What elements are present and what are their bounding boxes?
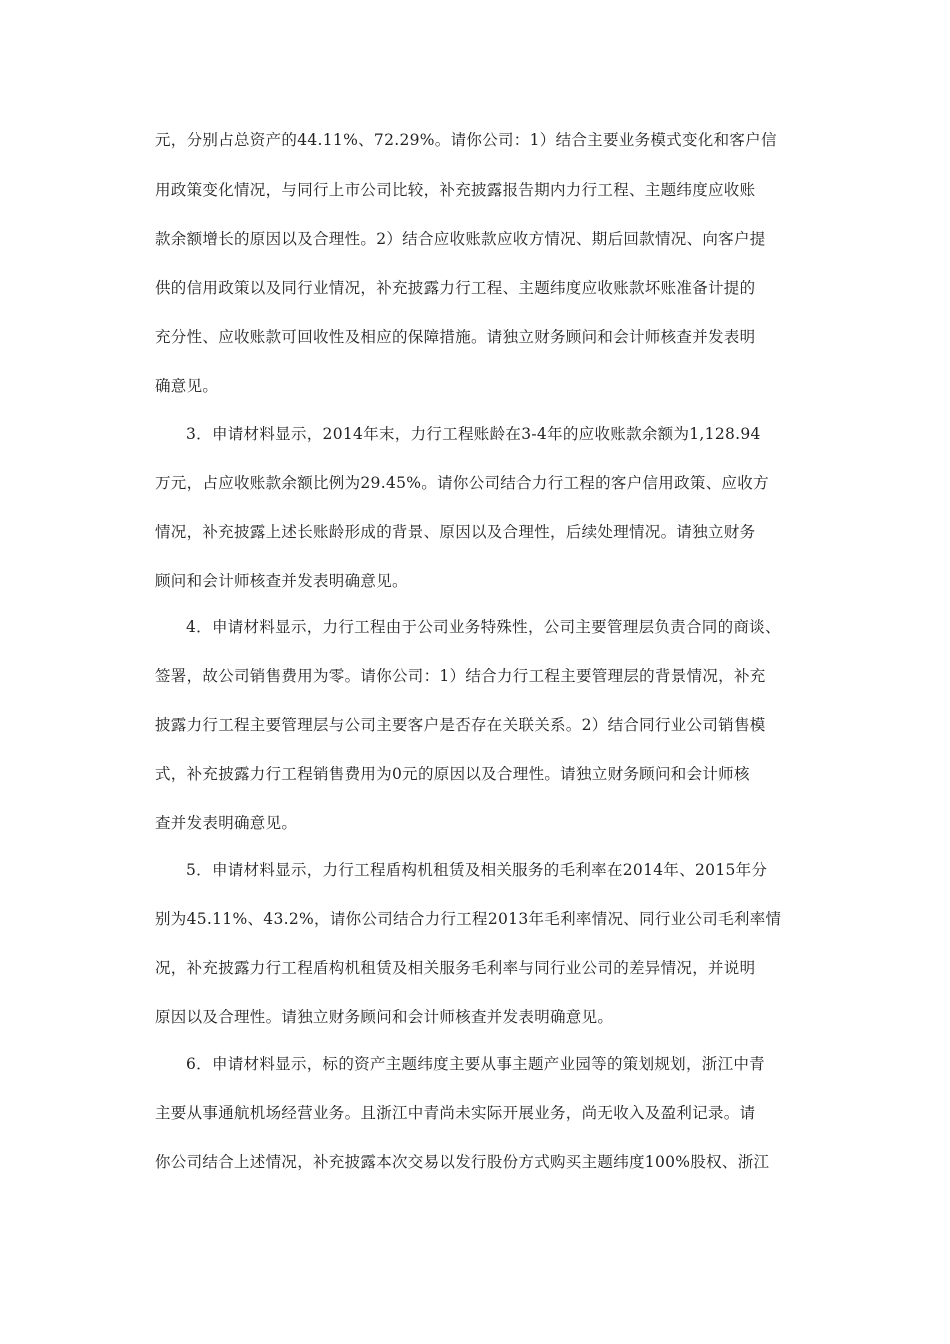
paragraph-4-line-4: 式，补充披露力行工程销售费用为0元的原因以及合理性。请独立财务顾问和会计师核 — [155, 765, 750, 783]
paragraph-3-line-3: 情况，补充披露上述长账龄形成的背景、原因以及合理性，后续处理情况。请独立财务 — [155, 523, 756, 541]
paragraph-5-line-1: 5．申请材料显示，力行工程盾构机租赁及相关服务的毛利率在2014年、2015年分 — [186, 861, 768, 879]
paragraph-1-line-5: 充分性、应收账款可回收性及相应的保障措施。请独立财务顾问和会计师核查并发表明 — [155, 328, 756, 346]
paragraph-1-line-4: 供的信用政策以及同行业情况，补充披露力行工程、主题纬度应收账款坏账准备计提的 — [155, 279, 756, 297]
paragraph-4-line-1: 4．申请材料显示，力行工程由于公司业务特殊性，公司主要管理层负责合同的商谈、 — [186, 618, 781, 636]
paragraph-1-line-1: 元，分别占总资产的44.11%、72.29%。请你公司：1）结合主要业务模式变化和客户信 — [155, 131, 777, 149]
paragraph-3-line-2: 万元，占应收账款余额比例为29.45%。请你公司结合力行工程的客户信用政策、应收方 — [155, 474, 769, 492]
paragraph-6-line-3: 你公司结合上述情况，补充披露本次交易以发行股份方式购买主题纬度100%股权、浙江 — [155, 1153, 770, 1171]
paragraph-4-line-5: 查并发表明确意见。 — [155, 814, 298, 832]
paragraph-1-line-3: 款余额增长的原因以及合理性。2）结合应收账款应收方情况、期后回款情况、向客户提 — [155, 230, 766, 248]
paragraph-3-line-4: 顾问和会计师核查并发表明确意见。 — [155, 572, 408, 590]
paragraph-4-line-2: 签署，故公司销售费用为零。请你公司：1）结合力行工程主要管理层的背景情况，补充 — [155, 667, 766, 685]
paragraph-5-line-2: 别为45.11%、43.2%，请你公司结合力行工程2013年毛利率情况、同行业公司毛利率情 — [155, 910, 782, 928]
paragraph-1-line-6: 确意见。 — [155, 377, 219, 395]
paragraph-3-line-1: 3．申请材料显示，2014年末，力行工程账龄在3-4年的应收账款余额为1,128.94 — [186, 425, 761, 443]
paragraph-5-line-3: 况，补充披露力行工程盾构机租赁及相关服务毛利率与同行业公司的差异情况，并说明 — [155, 959, 756, 977]
paragraph-5-line-4: 原因以及合理性。请独立财务顾问和会计师核查并发表明确意见。 — [155, 1008, 614, 1026]
paragraph-6-line-1: 6．申请材料显示，标的资产主题纬度主要从事主题产业园等的策划规划，浙江中青 — [186, 1055, 765, 1073]
paragraph-1-line-2: 用政策变化情况，与同行上市公司比较，补充披露报告期内力行工程、主题纬度应收账 — [155, 181, 756, 199]
paragraph-4-line-3: 披露力行工程主要管理层与公司主要客户是否存在关联关系。2）结合同行业公司销售模 — [155, 716, 766, 734]
paragraph-6-line-2: 主要从事通航机场经营业务。且浙江中青尚未实际开展业务，尚无收入及盈利记录。请 — [155, 1104, 756, 1122]
